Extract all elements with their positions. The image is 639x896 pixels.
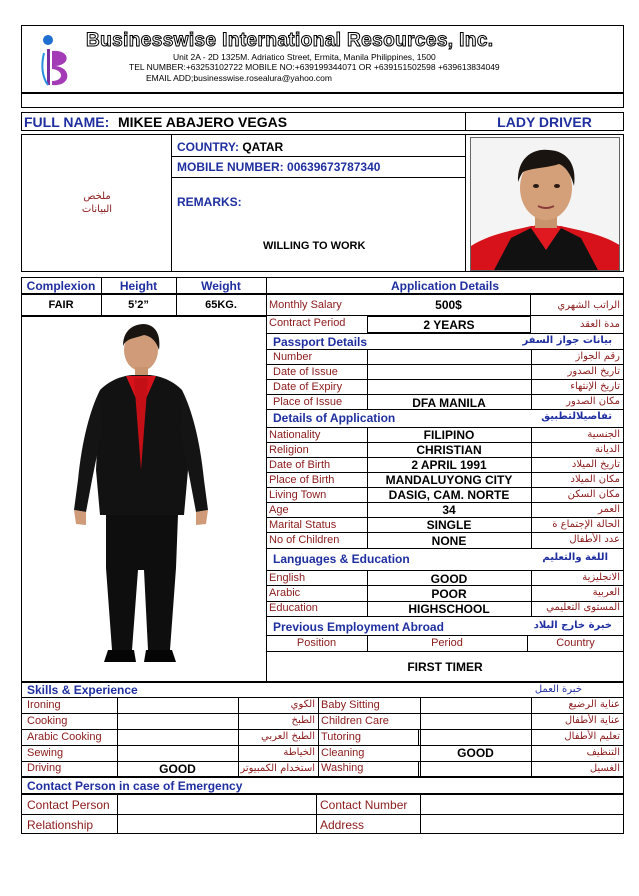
height-label: Height [119, 279, 158, 293]
languages-arabic: اللغة والتعليم [542, 552, 608, 563]
marital-status-arabic: الحالة الإجتماع ة [552, 519, 620, 530]
country-value: QATAR [242, 140, 284, 154]
contact-number-input[interactable] [421, 795, 623, 813]
languages-title: Languages & Education [273, 552, 410, 566]
passport-details-title: Passport Details [273, 335, 368, 349]
weight-value: 65KG. [205, 299, 237, 311]
contact-person-input[interactable] [118, 795, 315, 813]
english-arabic: الانجليزية [582, 572, 620, 583]
arabic-arabic: العربية [592, 587, 620, 598]
arabic-value: POOR [431, 587, 467, 601]
passport-place-value: DFA MANILA [412, 396, 486, 410]
skill-cleaning-label: Cleaning [321, 747, 365, 759]
height-value: 5’2” [128, 299, 149, 311]
country-label: COUNTRY: [177, 140, 239, 154]
skills-title: Skills & Experience [27, 683, 138, 697]
weight-label: Weight [201, 279, 241, 293]
passport-place-label: Place of Issue [273, 396, 343, 408]
headshot-photo [470, 137, 620, 271]
marital-status-label: Marital Status [269, 519, 337, 531]
monthly-salary-label: Monthly Salary [269, 299, 342, 311]
skill-baby-sitting-arabic: عناية الرضيع [568, 699, 620, 710]
relationship-label: Relationship [27, 818, 94, 832]
employment-entry: FIRST TIMER [407, 660, 483, 674]
children-label: No of Children [269, 534, 340, 546]
skill-driving-arabic: استخدام الكمبيوتر [240, 763, 315, 774]
children-value: NONE [431, 534, 467, 548]
skills-arabic: خبرة العمل [534, 684, 582, 695]
passport-expiry-label: Date of Expiry [273, 381, 343, 393]
mobile-value: 00639673787340 [287, 160, 381, 174]
age-label: Age [269, 504, 289, 516]
education-label: Education [269, 602, 318, 614]
skill-cooking-arabic: الطبخ [291, 715, 315, 726]
company-address: Unit 2A - 2D 1325M. Adriatico Street, Ermita, Manila Philippines, 1500 [173, 52, 436, 62]
nationality-arabic: الجنسية [587, 429, 620, 440]
company-email: EMAIL ADD;businesswise.rosealura@yahoo.com [146, 73, 332, 83]
skill-washing-label: Washing [321, 762, 364, 774]
skill-baby-sitting-label: Baby Sitting [321, 699, 380, 711]
place-of-birth-label: Place of Birth [269, 474, 335, 486]
passport-issue-label: Date of Issue [273, 366, 338, 378]
passport-number-label: Number [273, 351, 313, 363]
skill-ironing-arabic: الكوي [290, 699, 315, 710]
employment-title: Previous Employment Abroad [273, 620, 444, 634]
skill-cooking-label: Cooking [27, 715, 68, 727]
skill-tutoring-arabic: تعليم الأطفال [564, 731, 620, 742]
skill-driving-value: GOOD [159, 762, 196, 776]
skill-washing-arabic: الغسيل [589, 763, 620, 774]
age-value: 34 [442, 503, 456, 517]
remarks-label: REMARKS: [177, 195, 242, 209]
remarks-value: WILLING TO WORK [263, 240, 366, 252]
monthly-salary-arabic: الراتب الشهري [557, 300, 620, 311]
nationality-value: FILIPINO [423, 428, 475, 442]
children-arabic: عدد الأطفال [569, 534, 620, 545]
passport-issue-arabic: تاريخ الصدور [567, 366, 620, 377]
full-name-value: MIKEE ABAJERO VEGAS [118, 114, 288, 130]
date-of-birth-value: 2 APRIL 1991 [411, 458, 487, 472]
date-of-birth-arabic: تاريخ الميلاد [571, 459, 620, 470]
company-name: Businesswise International Resources, Inc. [86, 30, 494, 51]
date-of-birth-label: Date of Birth [269, 459, 331, 471]
company-phones: TEL NUMBER:+63253102722 MOBILE NO:+639199344071 OR +639151502598 +639613834049 [129, 62, 500, 72]
address-input[interactable] [421, 815, 623, 833]
complexion-label: Complexion [26, 279, 96, 293]
place-of-birth-value: MANDALUYONG CITY [385, 473, 513, 487]
skill-cleaning-value: GOOD [457, 746, 494, 760]
monthly-salary-value: 500$ [435, 298, 462, 312]
skill-ironing-label: Ironing [27, 699, 61, 711]
position-applied: LADY DRIVER [497, 114, 592, 130]
skill-children-care-arabic: عناية الأطفال [564, 715, 620, 726]
details-of-application-title: Details of Application [273, 411, 396, 425]
living-town-value: DASIG, CAM. NORTE [388, 488, 510, 502]
passport-number-arabic: رقم الجواز [575, 351, 620, 362]
spacer-row [21, 93, 624, 108]
english-label: English [269, 572, 306, 584]
application-details-title: Application Details [390, 279, 500, 293]
education-arabic: المستوى التعليمي [546, 602, 620, 613]
relationship-input[interactable] [118, 815, 315, 833]
skill-driving-label: Driving [27, 762, 62, 774]
summary-arabic-label: ملخص البيانات [81, 191, 113, 215]
religion-value: CHRISTIAN [416, 443, 482, 457]
skill-cleaning-arabic: التنظيف [586, 747, 620, 758]
skill-children-care-label: Children Care [321, 715, 389, 727]
address-label: Address [320, 818, 365, 832]
full-body-photo [60, 320, 225, 678]
mobile-label: MOBILE NUMBER: [177, 160, 284, 174]
arabic-label: Arabic [269, 587, 301, 599]
contract-period-value: 2 YEARS [423, 318, 475, 332]
passport-expiry-arabic: تاريخ الإنتهاء [570, 381, 620, 392]
company-logo [38, 31, 78, 91]
marital-status-value: SINGLE [426, 518, 472, 532]
passport-details-arabic: بيانات جواز السفر [522, 335, 612, 346]
religion-arabic: الديانة [594, 444, 620, 455]
skill-sewing-label: Sewing [27, 747, 64, 759]
religion-label: Religion [269, 444, 309, 456]
skill-sewing-arabic: الخياطة [283, 747, 315, 758]
skill-tutoring-label: Tutoring [321, 731, 361, 743]
details-of-application-arabic: تفاصيلالتطبيق [541, 411, 612, 422]
skill-arabic-cooking-arabic: الطبخ العربي [261, 731, 315, 742]
contact-number-label: Contact Number [320, 798, 408, 812]
skill-arabic-cooking-label: Arabic Cooking [27, 731, 102, 743]
employment-col-period: Period [431, 637, 463, 649]
employment-col-country: Country [556, 637, 595, 649]
full-name-label: FULL NAME: [24, 114, 110, 130]
english-value: GOOD [430, 572, 468, 586]
emergency-title: Contact Person in case of Emergency [27, 779, 243, 793]
passport-place-arabic: مكان الصدور [566, 396, 620, 407]
age-arabic: العمر [598, 504, 620, 515]
place-of-birth-arabic: مكان الميلاد [570, 474, 620, 485]
education-value: HIGHSCHOOL [408, 602, 490, 616]
living-town-arabic: مكان السكن [567, 489, 620, 500]
complexion-value: FAIR [48, 299, 74, 311]
nationality-label: Nationality [269, 429, 321, 441]
contract-period-arabic: مدة العقد [580, 319, 620, 330]
employment-col-position: Position [296, 637, 337, 649]
contact-person-label: Contact Person [27, 798, 110, 812]
living-town-label: Living Town [269, 489, 327, 501]
employment-arabic: خبرة خارج البلاد [533, 620, 612, 631]
contract-period-label: Contract Period [269, 317, 346, 329]
